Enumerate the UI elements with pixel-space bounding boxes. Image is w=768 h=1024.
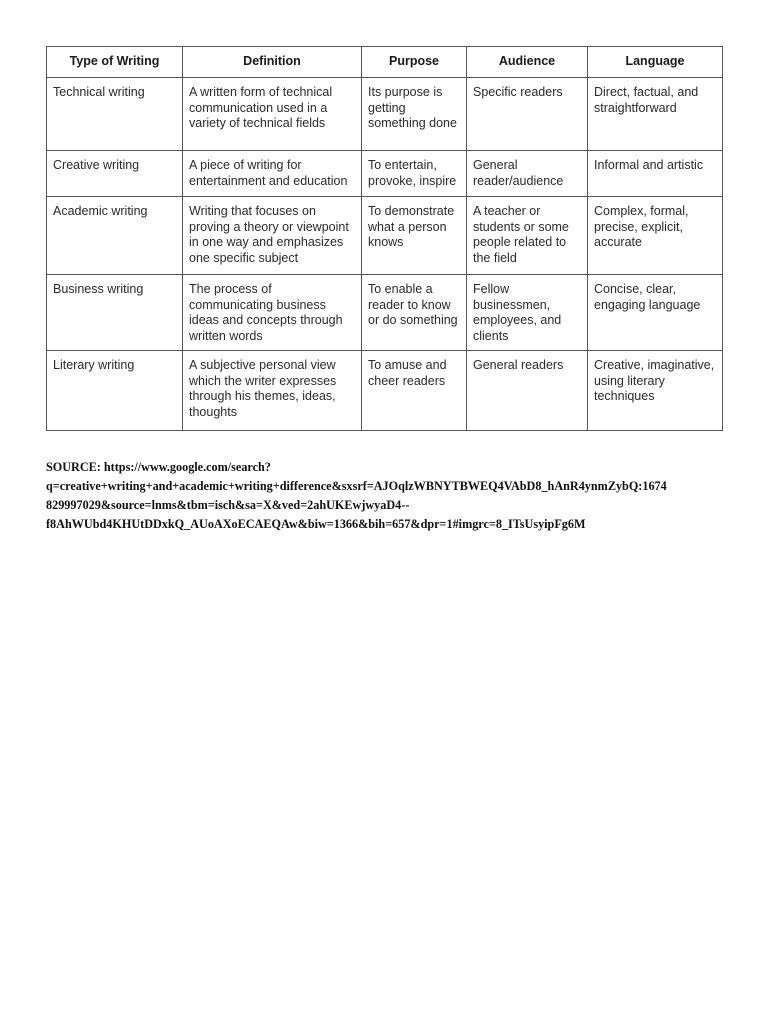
cell-type: Academic writing — [47, 197, 183, 275]
cell-type: Literary writing — [47, 351, 183, 431]
header-type-of-writing: Type of Writing — [47, 47, 183, 78]
header-purpose: Purpose — [362, 47, 467, 78]
cell-audience: General readers — [467, 351, 588, 431]
cell-purpose: To entertain, provoke, inspire — [362, 151, 467, 197]
table-row — [47, 151, 723, 197]
cell-language: Complex, formal, precise, explicit, accurate — [588, 197, 723, 275]
source-line: f8AhWUbd4KHUtDDxkQ_AUoAXoECAEQAw&biw=1366&bih=657&dpr=1#imgrc=8_ITsUsyipFg6M — [46, 517, 586, 531]
cell-purpose: To amuse and cheer readers — [362, 351, 467, 431]
cell-language: Informal and artistic — [588, 151, 723, 197]
cell-definition: A written form of technical communication used in a variety of technical fields — [183, 78, 362, 151]
header-language: Language — [588, 47, 723, 78]
cell-purpose: To demonstrate what a person knows — [362, 197, 467, 275]
cell-purpose: To enable a reader to know or do something — [362, 275, 467, 351]
cell-type: Technical writing — [47, 78, 183, 151]
writing-types-table — [46, 46, 723, 431]
cell-audience: Specific readers — [467, 78, 588, 151]
cell-audience: General reader/audience — [467, 151, 588, 197]
cell-definition: A piece of writing for entertainment and education — [183, 151, 362, 197]
table-row — [47, 78, 723, 151]
cell-audience: A teacher or students or some people related to the field — [467, 197, 588, 275]
cell-audience: Fellow businessmen, employees, and clients — [467, 275, 588, 351]
source-line: 829997029&source=lnms&tbm=isch&sa=X&ved=2ahUKEwjwyaD4-- — [46, 498, 410, 512]
table-row — [47, 275, 723, 351]
cell-definition: The process of communicating business ideas and concepts through written words — [183, 275, 362, 351]
header-audience: Audience — [467, 47, 588, 78]
cell-language: Concise, clear, engaging language — [588, 275, 723, 351]
table-header-row — [47, 47, 723, 78]
cell-language: Creative, imaginative, using literary techniques — [588, 351, 723, 431]
cell-language: Direct, factual, and straightforward — [588, 78, 723, 151]
header-definition: Definition — [183, 47, 362, 78]
cell-type: Creative writing — [47, 151, 183, 197]
cell-definition: Writing that focuses on proving a theory or viewpoint in one way and emphasizes one specific subject — [183, 197, 362, 275]
cell-purpose: Its purpose is getting something done — [362, 78, 467, 151]
cell-type: Business writing — [47, 275, 183, 351]
table-row — [47, 351, 723, 431]
source-line: q=creative+writing+and+academic+writing+difference&sxsrf=AJOqlzWBNYTBWEQ4VAbD8_hAnR4ynmZybQ:1674 — [46, 479, 667, 493]
source-citation — [46, 458, 736, 534]
cell-definition: A subjective personal view which the writer expresses through his themes, ideas, thoughts — [183, 351, 362, 431]
source-line: SOURCE: https://www.google.com/search? — [46, 460, 271, 474]
table-row — [47, 197, 723, 275]
